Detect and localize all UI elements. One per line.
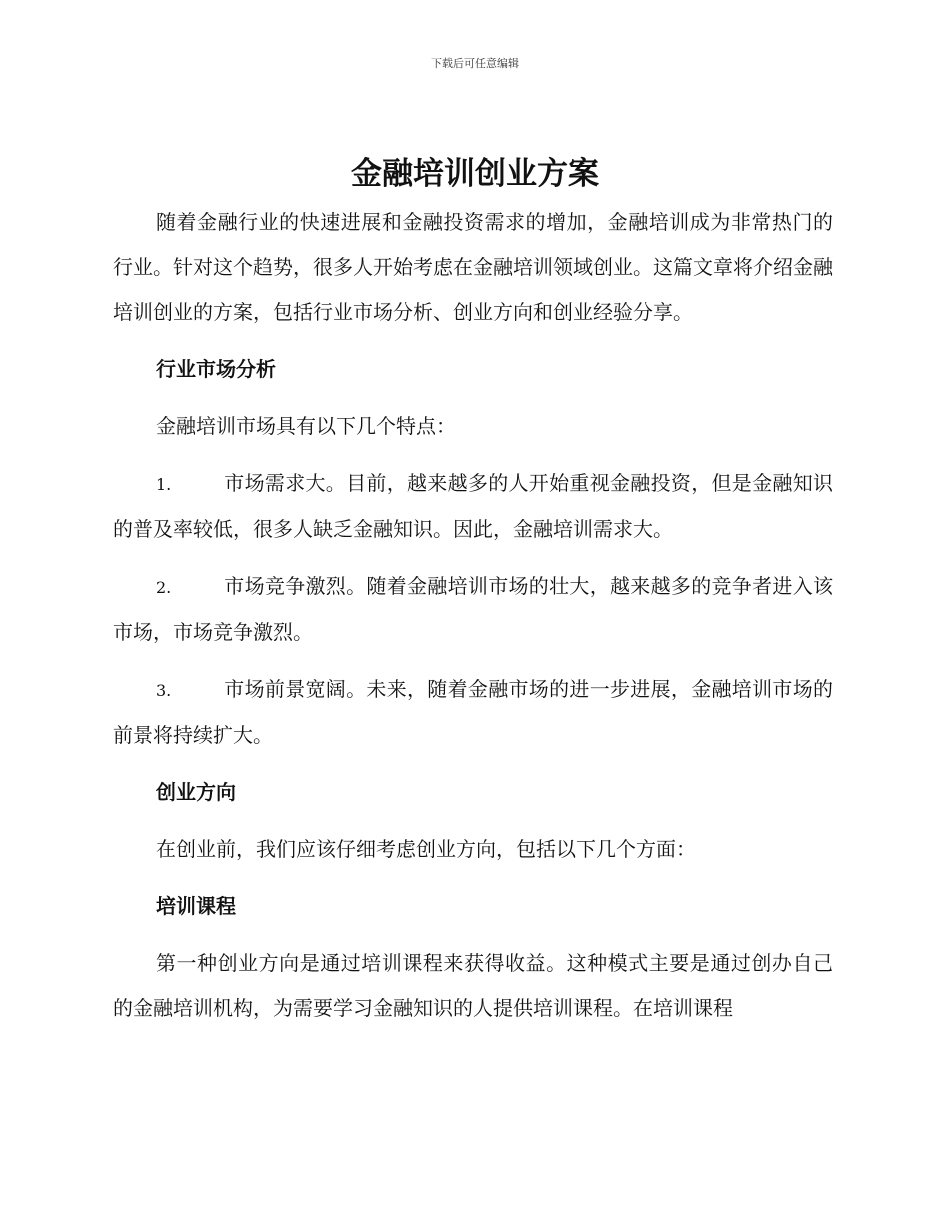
section-heading-market: 行业市场分析 — [156, 357, 276, 381]
list-item — [113, 461, 833, 552]
list-item — [113, 564, 833, 655]
list-item — [113, 667, 833, 758]
section-heading-direction: 创业方向 — [156, 780, 236, 804]
list-number: 3. — [156, 681, 172, 700]
list-text: 市场前景宽阔。未来，随着金融市场的进一步进展，金融培训市场的前景将持续扩大。 — [113, 677, 833, 747]
courses-paragraph: 第一种创业方向是通过培训课程来获得收益。这种模式主要是通过创办自己的金融培训机构，为需要学习金融知识的人提供培训课程。在培训课程 — [113, 951, 833, 1020]
intro-paragraph: 随着金融行业的快速进展和金融投资需求的增加，金融培训成为非常热门的行业。针对这个趋势，很多人开始考虑在金融培训领域创业。这篇文章将介绍金融培训创业的方案，包括行业市场分析、创业方向和创业经验分享。 — [113, 210, 833, 324]
list-text: 市场竞争激烈。随着金融培训市场的壮大，越来越多的竞争者进入该市场，市场竞争激烈。 — [113, 574, 833, 644]
direction-lead-paragraph: 在创业前，我们应该仔细考虑创业方向，包括以下几个方面： — [156, 837, 696, 861]
list-number: 1. — [156, 475, 172, 494]
section-heading-courses: 培训课程 — [156, 894, 236, 918]
document-body — [113, 200, 833, 1031]
header-note: 下载后可任意编辑 — [431, 57, 519, 70]
document-title: 金融培训创业方案 — [351, 156, 599, 192]
market-lead-paragraph: 金融培训市场具有以下几个特点： — [156, 414, 456, 438]
list-text: 市场需求大。目前，越来越多的人开始重视金融投资，但是金融知识的普及率较低，很多人缺乏金融知识。因此，金融培训需求大。 — [113, 471, 833, 541]
list-number: 2. — [156, 578, 172, 597]
